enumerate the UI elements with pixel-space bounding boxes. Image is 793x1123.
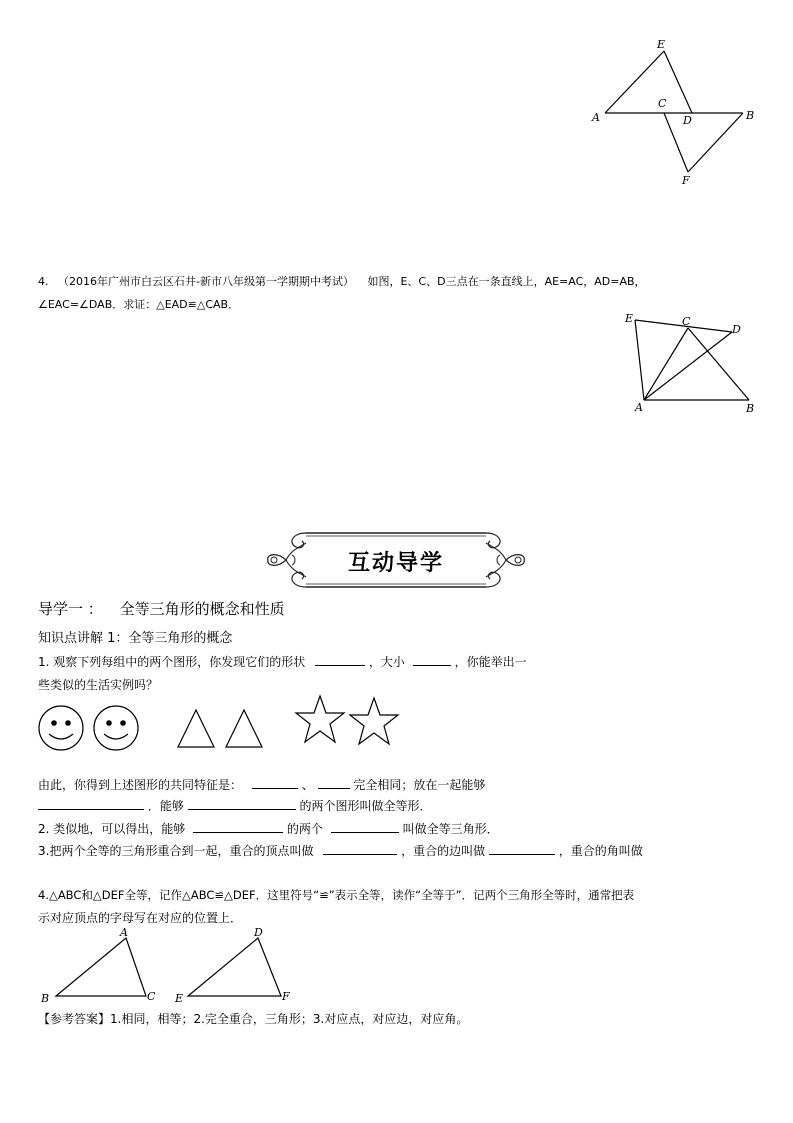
conclusion-text-d: 的两个图形叫做全等形． bbox=[299, 799, 432, 813]
segment-fb bbox=[688, 113, 743, 172]
q3-text-c: ，重合的角叫做 bbox=[558, 844, 643, 858]
label-e: E bbox=[175, 992, 184, 1005]
q2-text-b: 的两个 bbox=[286, 822, 323, 836]
conclusion-line-2 bbox=[38, 797, 432, 814]
problem-4-line-1 bbox=[38, 273, 646, 289]
problem-4-line-2: ∠EAC=∠DAB．求证：△EAD≌△CAB． bbox=[38, 298, 240, 311]
reference-answer-text: 1.相同，相等；2.完全重合，三角形；3.对应点，对应边，对应角。 bbox=[110, 1012, 469, 1026]
segment-da bbox=[644, 332, 732, 400]
question-1-line-2: 些类似的生活实例吗？ bbox=[38, 678, 159, 692]
conclusion-text-b: 完全相同；放在一起能够 bbox=[353, 778, 486, 792]
conclusion-separator: 、 bbox=[301, 778, 314, 792]
q3-text-b: ，重合的边叫做 bbox=[401, 844, 486, 858]
label-f: F bbox=[282, 990, 290, 1003]
answer-blank-coincide[interactable] bbox=[188, 797, 296, 810]
smiley-face-1 bbox=[39, 706, 83, 750]
question-1-line-1 bbox=[38, 653, 527, 670]
section-banner bbox=[262, 529, 530, 591]
question-4-line-1: 4.△ABC和△DEF全等，记作△ABC≌△DEF．这里符号“≌”表示全等，读作“全等于”．记两个三角形全等时，通常把表 bbox=[38, 888, 635, 902]
label-a: A bbox=[120, 926, 128, 939]
triangle-shape-2 bbox=[226, 710, 262, 747]
section-title-text: 全等三角形的概念和性质 bbox=[119, 600, 285, 618]
q1-text-c: ，你能举出一 bbox=[454, 655, 527, 669]
problem-4-figure bbox=[620, 308, 770, 423]
banner-title: 互动导学 bbox=[347, 550, 444, 576]
problem-number: 4. bbox=[38, 275, 49, 288]
conclusion-line-1 bbox=[38, 776, 485, 793]
label-e: E bbox=[625, 312, 634, 325]
star-shape-1 bbox=[296, 696, 344, 742]
answer-blank-q2-1[interactable] bbox=[193, 820, 283, 833]
answer-blank-q3-vertex[interactable] bbox=[323, 842, 397, 855]
segment-cb bbox=[688, 328, 749, 400]
problem-statement: 如图，E、C、D三点在一条直线上，AE=AC，AD=AB， bbox=[367, 275, 646, 288]
knowledge-point-title: 知识点讲解 1：全等三角形的概念 bbox=[38, 631, 233, 646]
answer-blank-q3-side[interactable] bbox=[489, 842, 555, 855]
q2-text-c: 叫做全等三角形． bbox=[402, 822, 499, 836]
section-title-prefix: 导学一 ： bbox=[38, 600, 103, 618]
star-shape-2 bbox=[350, 698, 398, 744]
triangle-abc bbox=[56, 938, 146, 996]
segment-ed bbox=[664, 51, 692, 113]
q3-text-a: 3.把两个全等的三角形重合到一起，重合的顶点叫做 bbox=[38, 844, 314, 858]
question-3 bbox=[38, 842, 643, 859]
question-4-line-2: 示对应顶点的字母写在对应的位置上． bbox=[38, 911, 243, 925]
triangle-def bbox=[188, 938, 281, 996]
answer-blank-shape[interactable] bbox=[315, 653, 365, 666]
label-d: D bbox=[254, 926, 263, 939]
q1-text-b: ，大小 bbox=[368, 655, 405, 669]
top-geometry-figure bbox=[585, 35, 765, 190]
answer-blank-overlap[interactable] bbox=[38, 797, 144, 810]
label-c: C bbox=[682, 315, 691, 328]
label-d: D bbox=[732, 323, 741, 336]
q1-text-a: 1. 观察下列每组中的两个图形，你发现它们的形状 bbox=[38, 655, 306, 669]
label-f: F bbox=[682, 174, 690, 187]
label-b: B bbox=[746, 402, 755, 415]
label-a: A bbox=[635, 401, 643, 414]
answer-blank-feature-1[interactable] bbox=[252, 776, 298, 789]
segment-ae bbox=[605, 51, 664, 113]
question-2 bbox=[38, 820, 499, 837]
answer-blank-feature-2[interactable] bbox=[318, 776, 350, 789]
reference-answer-label: 【参考答案】 bbox=[38, 1012, 111, 1026]
answer-blank-q2-2[interactable] bbox=[331, 820, 399, 833]
label-b: B bbox=[746, 109, 755, 122]
segment-ca bbox=[644, 328, 688, 400]
problem-source: （2016年广州市白云区石井-新市八年级第一学期期中考试） bbox=[58, 275, 354, 288]
label-b: B bbox=[41, 992, 50, 1005]
conclusion-text-a: 由此，你得到上述图形的共同特征是： bbox=[38, 778, 243, 792]
segment-ea bbox=[635, 320, 644, 400]
label-c: C bbox=[147, 990, 156, 1003]
shapes-row bbox=[36, 690, 416, 752]
label-e: E bbox=[657, 38, 666, 51]
triangle-shape-1 bbox=[178, 710, 214, 747]
conclusion-text-c: ．能够 bbox=[147, 799, 184, 813]
q2-text-a: 2. 类似地，可以得出，能够 bbox=[38, 822, 186, 836]
section-title bbox=[38, 598, 285, 619]
label-a: A bbox=[592, 111, 600, 124]
smiley-face-2 bbox=[94, 706, 138, 750]
answer-blank-size[interactable] bbox=[413, 653, 451, 666]
label-c: C bbox=[658, 97, 667, 110]
reference-answer bbox=[38, 1010, 468, 1027]
label-d: D bbox=[683, 114, 692, 127]
triangles-abc-def bbox=[36, 922, 306, 1010]
